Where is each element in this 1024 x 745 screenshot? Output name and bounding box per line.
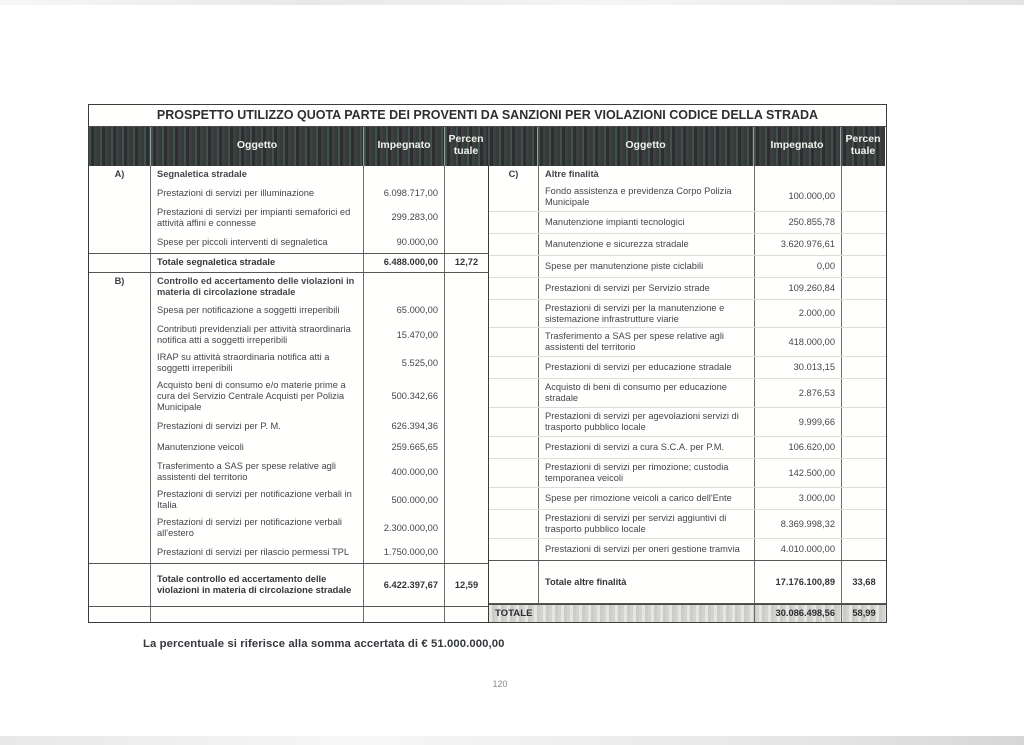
- row-label: Manutenzione e sicurezza stradale: [539, 234, 755, 255]
- section-letter: [489, 437, 539, 458]
- row-label: Totale altre finalità: [539, 561, 755, 603]
- row-percent: [842, 539, 886, 560]
- row-label: Acquisto beni di consumo e/o materie prime a cura del Servizio Centrale Acquisti per Polizia Municipale: [151, 377, 364, 416]
- row-percent: [445, 183, 488, 204]
- row-amount: 15.470,00: [364, 321, 445, 349]
- section-letter: B): [89, 273, 151, 301]
- table-row: [489, 487, 886, 509]
- row-label: Prestazioni di servizi per illuminazione: [151, 183, 364, 204]
- row-percent: [842, 183, 886, 211]
- row-amount: 500.342,66: [364, 377, 445, 416]
- row-label: Prestazioni di servizi per P. M.: [151, 416, 364, 437]
- row-percent: [842, 379, 886, 407]
- table-row: [89, 204, 488, 232]
- header-percentuale-right: Percen tuale: [841, 127, 885, 166]
- section-letter: [89, 486, 151, 514]
- row-percent: [842, 234, 886, 255]
- table-row: [489, 356, 886, 378]
- row-amount: 65.000,00: [364, 300, 445, 321]
- scan-artifact-bottom: [0, 736, 1024, 745]
- row-amount: 9.999,66: [755, 408, 842, 436]
- section-letter: [89, 183, 151, 204]
- section-letter: [489, 408, 539, 436]
- row-amount: 2.000,00: [755, 300, 842, 328]
- grand-total-row: [489, 604, 886, 622]
- row-amount: 1.750.000,00: [364, 542, 445, 563]
- row-amount: 90.000,00: [364, 232, 445, 253]
- row-label: Prestazioni di servizi per notificazione verbali in Italia: [151, 486, 364, 514]
- row-label: Prestazioni di servizi per impianti semaforici ed attività affini e connesse: [151, 204, 364, 232]
- header-impegnato-right: Impegnato: [754, 127, 841, 166]
- row-label: Prestazioni di servizi per educazione stradale: [539, 357, 755, 378]
- section-letter: A): [89, 166, 151, 183]
- row-percent: [842, 488, 886, 509]
- table-body: [89, 166, 886, 623]
- section-letter: [89, 349, 151, 377]
- row-percent: [842, 459, 886, 487]
- row-amount: 500.000,00: [364, 486, 445, 514]
- table-row: [89, 607, 488, 622]
- row-percent: [842, 256, 886, 277]
- table-row: [489, 436, 886, 458]
- row-amount: 418.000,00: [755, 328, 842, 356]
- row-amount: 2.876,53: [755, 379, 842, 407]
- section-letter: [89, 514, 151, 542]
- row-amount: 142.500,00: [755, 459, 842, 487]
- row-amount: [755, 166, 842, 183]
- row-percent: [842, 357, 886, 378]
- table-row: [89, 253, 488, 273]
- row-label: Prestazioni di servizi a cura S.C.A. per P.M.: [539, 437, 755, 458]
- table-row: [89, 563, 488, 607]
- row-amount: 17.176.100,89: [755, 561, 842, 603]
- row-percent: 12,59: [454, 579, 479, 590]
- row-label: Totale segnaletica stradale: [151, 254, 364, 272]
- header-impegnato-left: Impegnato: [364, 127, 445, 166]
- row-amount: [364, 166, 445, 183]
- row-percent: [445, 458, 488, 486]
- section-letter: [89, 204, 151, 232]
- table-title: PROSPETTO UTILIZZO QUOTA PARTE DEI PROVENTI DA SANZIONI PER VIOLAZIONI CODICE DELLA STRADA: [89, 105, 886, 127]
- row-label: Manutenzione veicoli: [151, 437, 364, 458]
- section-letter: [489, 328, 539, 356]
- row-percent: [445, 486, 488, 514]
- row-label: Controllo ed accertamento delle violazioni in materia di circolazione stradale: [151, 273, 364, 301]
- table-row: [89, 416, 488, 437]
- row-label: Prestazioni di servizi per rimozione; custodia temporanea veicoli: [539, 459, 755, 487]
- row-label: Segnaletica stradale: [151, 166, 364, 183]
- row-amount: 3.000,00: [755, 488, 842, 509]
- table-row: [489, 277, 886, 299]
- row-amount: 2.300.000,00: [364, 514, 445, 542]
- row-amount: 30.013,15: [755, 357, 842, 378]
- section-letter: [489, 278, 539, 299]
- table-row: [89, 166, 488, 183]
- table-header-row: [89, 127, 886, 166]
- row-percent: [445, 542, 488, 563]
- table-row: [89, 349, 488, 377]
- table-row: [489, 233, 886, 255]
- table-row: [89, 273, 488, 301]
- row-amount: 6.488.000,00: [364, 254, 445, 272]
- grand-total-percent: 58,99: [852, 608, 876, 619]
- row-label: Spese per piccoli interventi di segnaletica: [151, 232, 364, 253]
- table-row: [89, 377, 488, 416]
- section-letter: [89, 458, 151, 486]
- row-label: Prestazioni di servizi per oneri gestione tramvia: [539, 539, 755, 560]
- row-label: Acquisto di beni di consumo per educazione stradale: [539, 379, 755, 407]
- section-letter: [89, 300, 151, 321]
- document-page: [88, 104, 887, 650]
- table-row: [489, 183, 886, 211]
- header-letter-left: [89, 127, 151, 166]
- row-percent: [842, 166, 886, 183]
- header-oggetto-left: Oggetto: [151, 127, 364, 166]
- row-amount: 626.394,36: [364, 416, 445, 437]
- row-amount: [364, 273, 445, 301]
- row-label: Totale controllo ed accertamento delle violazioni in materia di circolazione stradale: [151, 564, 364, 606]
- table-row: [89, 183, 488, 204]
- section-letter: [489, 488, 539, 509]
- row-percent: [445, 300, 488, 321]
- row-percent: [445, 514, 488, 542]
- row-percent: [842, 510, 886, 538]
- table-row: [89, 458, 488, 486]
- row-amount: 6.422.397,67: [364, 564, 445, 606]
- row-label: Altre finalità: [539, 166, 755, 183]
- section-letter: [489, 459, 539, 487]
- table-row: [89, 321, 488, 349]
- row-amount: 100.000,00: [755, 183, 842, 211]
- table-row: [489, 378, 886, 407]
- table-row: [489, 166, 886, 183]
- table-row: [89, 514, 488, 542]
- row-percent: [842, 278, 886, 299]
- spacer-cell: [89, 607, 151, 622]
- row-label: Trasferimento a SAS per spese relative agli assistenti del territorio: [539, 328, 755, 356]
- row-percent: [842, 300, 886, 328]
- section-letter: [489, 539, 539, 560]
- grand-total-amount: 30.086.498,56: [755, 605, 842, 622]
- row-amount: 299.283,00: [364, 204, 445, 232]
- section-letter: [89, 542, 151, 563]
- section-letter: [489, 212, 539, 233]
- scan-artifact-top: [0, 0, 1024, 5]
- row-percent: [445, 204, 488, 232]
- row-label: Spese per rimozione veicoli a carico dell'Ente: [539, 488, 755, 509]
- section-letter: [89, 377, 151, 416]
- page-number: 120: [492, 679, 508, 689]
- table-row: [89, 542, 488, 563]
- table-row: [489, 255, 886, 277]
- row-label: Contributi previdenziali per attività straordinaria notifica atti a soggetti irreperibili: [151, 321, 364, 349]
- row-percent: [445, 349, 488, 377]
- row-percent: 12,72: [454, 257, 479, 268]
- proventi-table: [88, 104, 887, 623]
- table-row: [489, 560, 886, 604]
- row-amount: 400.000,00: [364, 458, 445, 486]
- spacer-cell: [445, 607, 488, 622]
- section-letter: [89, 564, 151, 606]
- section-letter: [489, 256, 539, 277]
- section-letter: [89, 321, 151, 349]
- row-amount: 109.260,84: [755, 278, 842, 299]
- row-percent: [842, 212, 886, 233]
- row-percent: [445, 377, 488, 416]
- row-label: Fondo assistenza e previdenza Corpo Polizia Municipale: [539, 183, 755, 211]
- section-letter: [489, 234, 539, 255]
- row-amount: 6.098.717,00: [364, 183, 445, 204]
- row-amount: 250.855,78: [755, 212, 842, 233]
- row-label: Prestazioni di servizi per agevolazioni servizi di trasporto pubblico locale: [539, 408, 755, 436]
- row-percent: [842, 437, 886, 458]
- row-label: Spese per manutenzione piste ciclabili: [539, 256, 755, 277]
- row-amount: 106.620,00: [755, 437, 842, 458]
- footnote: La percentuale si riferisce alla somma accertata di € 51.000.000,00: [143, 638, 505, 651]
- header-letter-right: [488, 127, 538, 166]
- row-percent: [842, 408, 886, 436]
- section-letter: [489, 300, 539, 328]
- table-row: [489, 211, 886, 233]
- row-percent: [445, 416, 488, 437]
- row-label: Trasferimento a SAS per spese relative agli assistenti del territorio: [151, 458, 364, 486]
- spacer-cell: [364, 607, 445, 622]
- row-amount: 5.525,00: [364, 349, 445, 377]
- row-percent: [445, 166, 488, 183]
- table-row: [489, 458, 886, 487]
- table-row: [489, 538, 886, 560]
- row-amount: 259.665,65: [364, 437, 445, 458]
- section-letter: [89, 232, 151, 253]
- row-label: Prestazioni di servizi per rilascio permessi TPL: [151, 542, 364, 563]
- section-letter: [489, 561, 539, 603]
- section-letter: [489, 379, 539, 407]
- table-row: [89, 300, 488, 321]
- row-label: Prestazioni di servizi per notificazione verbali all'estero: [151, 514, 364, 542]
- table-row: [89, 232, 488, 253]
- section-letter: [89, 416, 151, 437]
- row-percent: 33,68: [852, 576, 876, 587]
- row-percent: [445, 273, 488, 301]
- grand-total-label: TOTALE: [489, 605, 755, 622]
- row-amount: 4.010.000,00: [755, 539, 842, 560]
- section-letter: [489, 183, 539, 211]
- section-letter: [89, 437, 151, 458]
- spacer-cell: [151, 607, 364, 622]
- row-percent: [445, 437, 488, 458]
- section-letter: C): [489, 166, 539, 183]
- table-row: [89, 437, 488, 458]
- table-row: [489, 299, 886, 328]
- row-amount: 3.620.976,61: [755, 234, 842, 255]
- row-percent: [445, 321, 488, 349]
- row-percent: [445, 232, 488, 253]
- row-amount: 0,00: [755, 256, 842, 277]
- row-label: Manutenzione impianti tecnologici: [539, 212, 755, 233]
- row-label: IRAP su attività straordinaria notifica atti a soggetti irreperibili: [151, 349, 364, 377]
- row-label: Prestazioni di servizi per servizi aggiuntivi di trasporto pubblico locale: [539, 510, 755, 538]
- table-half-left: [89, 166, 488, 623]
- row-label: Spesa per notificazione a soggetti irreperibili: [151, 300, 364, 321]
- table-row: [489, 327, 886, 356]
- table-row: [89, 486, 488, 514]
- header-oggetto-right: Oggetto: [538, 127, 754, 166]
- table-row: [489, 407, 886, 436]
- row-percent: [842, 328, 886, 356]
- row-label: Prestazioni di servizi per Servizio strade: [539, 278, 755, 299]
- row-label: Prestazioni di servizi per la manutenzione e sistemazione infrastrutture viarie: [539, 300, 755, 328]
- section-letter: [89, 254, 151, 272]
- row-amount: 8.369.998,32: [755, 510, 842, 538]
- header-percentuale-left: Percen tuale: [445, 127, 488, 166]
- table-half-right: [488, 166, 886, 623]
- section-letter: [489, 357, 539, 378]
- section-letter: [489, 510, 539, 538]
- table-row: [489, 509, 886, 538]
